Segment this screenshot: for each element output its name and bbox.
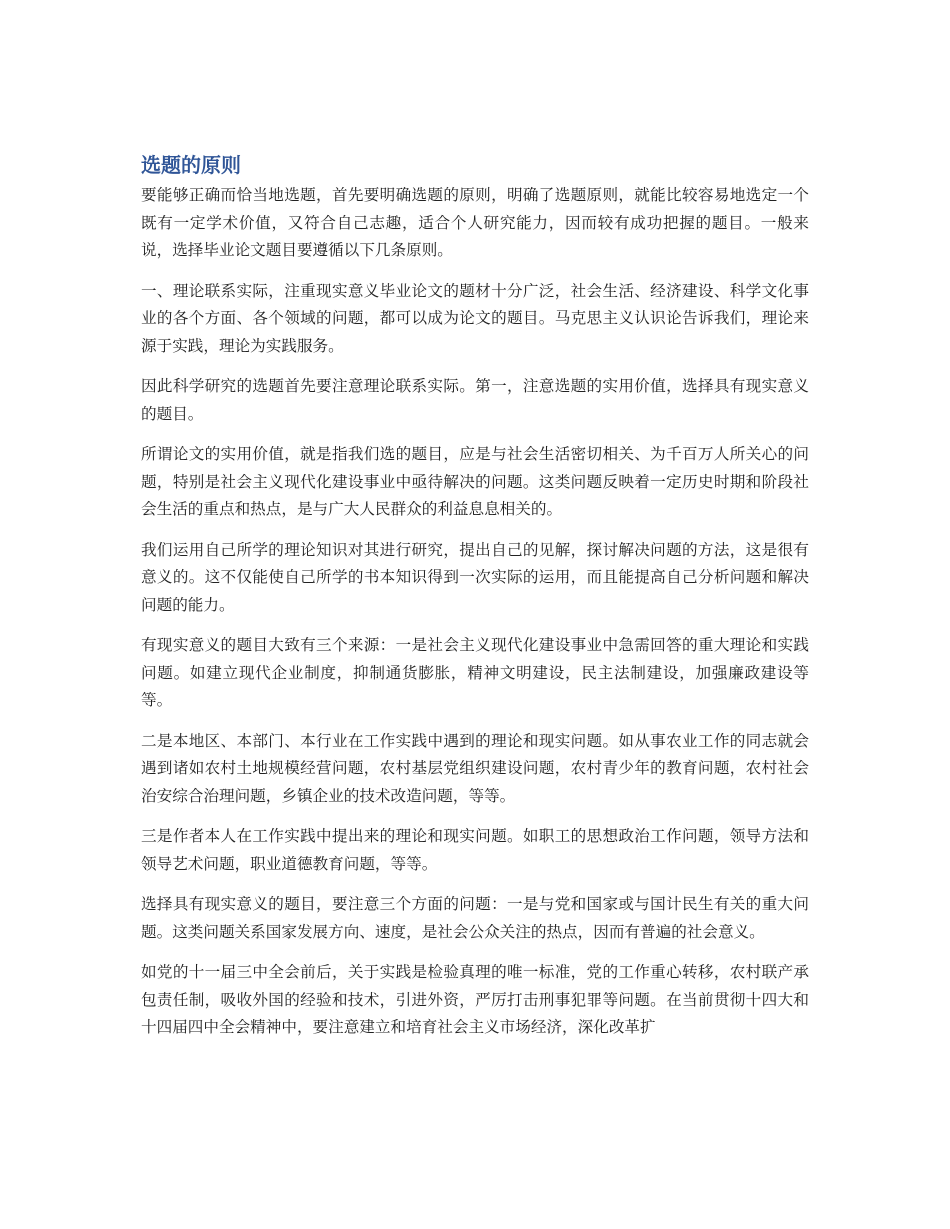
- paragraph-9: 选择具有现实意义的题目，要注意三个方面的问题：一是与党和国家或与国计民生有关的重大问题。这类问题关系国家发展方向、速度，是社会公众关注的热点，因而有普遍的社会意义。: [141, 895, 809, 941]
- paragraph-3: 因此科学研究的选题首先要注意理论联系实际。第一，注意选题的实用价值，选择具有现实意义的题目。: [141, 377, 809, 423]
- document-page: [141, 150, 809, 1055]
- paragraph-5: 我们运用自己所学的理论知识对其进行研究，提出自己的见解，探讨解决问题的方法，这是很有意义的。这不仅能使自己所学的书本知识得到一次实际的运用，而且能提高自己分析问题和解决问题的能力。: [141, 540, 809, 614]
- paragraph-2: 一、理论联系实际，注重现实意义毕业论文的题材十分广泛，社会生活、经济建设、科学文化事业的各个方面、各个领域的问题，都可以成为论文的题目。马克思主义认识论告诉我们，理论来源于实践，理论为实践服务。: [141, 281, 809, 355]
- paragraph-4: 所谓论文的实用价值，就是指我们选的题目，应是与社会生活密切相关、为千百万人所关心的问题，特别是社会主义现代化建设事业中亟待解决的问题。这类问题反映着一定历史时期和阶段社会生活的重点和热点，是与广大人民群众的利益息息相关的。: [141, 445, 809, 518]
- paragraph-6: 有现实意义的题目大致有三个来源：一是社会主义现代化建设事业中急需回答的重大理论和实践问题。如建立现代企业制度，抑制通货膨胀，精神文明建设，民主法制建设，加强廉政建设等等。: [141, 636, 809, 709]
- paragraph-1: 要能够正确而恰当地选题，首先要明确选题的原则，明确了选题原则，就能比较容易地选定一个既有一定学术价值，又符合自己志趣，适合个人研究能力，因而较有成功把握的题目。一般来说，选择毕业论文题目要遵循以下几条原则。: [141, 186, 809, 259]
- page-title: 选题的原则: [141, 153, 241, 177]
- paragraph-7: 二是本地区、本部门、本行业在工作实践中遇到的理论和现实问题。如从事农业工作的同志就会遇到诸如农村土地规模经营问题，农村基层党组织建设问题，农村青少年的教育问题，农村社会治安综合治理问题，乡镇企业的技术改造问题，等等。: [141, 731, 809, 805]
- paragraph-8: 三是作者本人在工作实践中提出来的理论和现实问题。如职工的思想政治工作问题，领导方法和领导艺术问题，职业道德教育问题，等等。: [141, 827, 809, 873]
- paragraph-10: 如党的十一届三中全会前后，关于实践是检验真理的唯一标准，党的工作重心转移，农村联产承包责任制，吸收外国的经验和技术，引进外资，严厉打击刑事犯罪等问题。在当前贯彻十四大和十四届四中全会精神中，要注意建立和培育社会主义市场经济，深化改革扩: [141, 963, 809, 1036]
